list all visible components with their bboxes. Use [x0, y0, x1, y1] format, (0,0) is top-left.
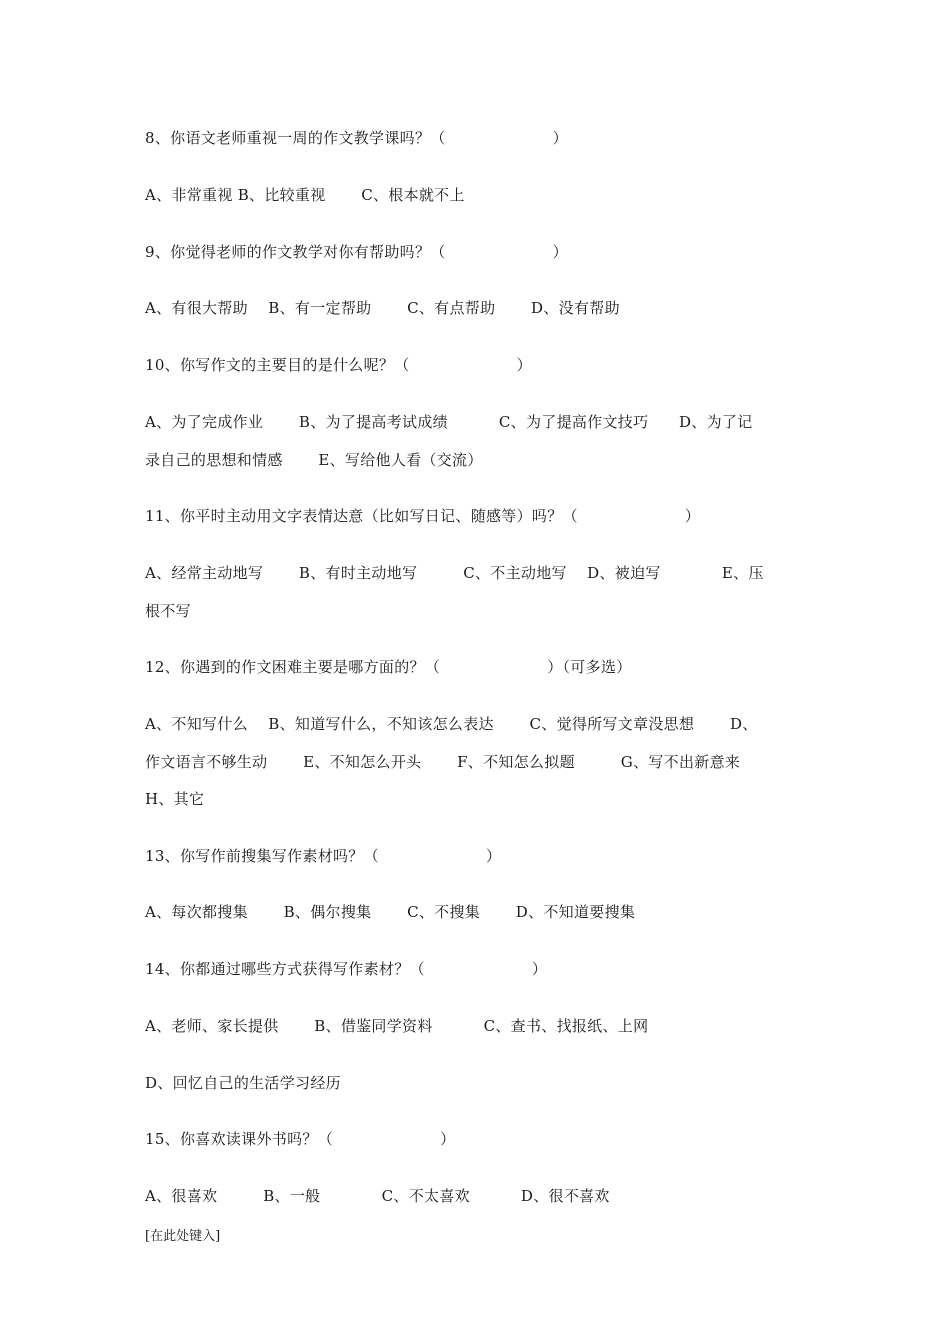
question-11: 11、你平时主动用文字表情达意（比如写日记、随感等）吗？（ ） — [145, 507, 701, 525]
options-10-line-1: A、为了完成作业 B、为了提高考试成绩 C、为了提高作文技巧 D、为了记 — [145, 413, 753, 431]
options-11-line-2: 根不写 — [145, 602, 191, 620]
question-9: 9、你觉得老师的作文教学对你有帮助吗？（ ） — [145, 243, 568, 261]
options-10-line-2: 录自己的思想和情感 E、写给他人看（交流） — [145, 451, 483, 469]
footer-placeholder[interactable]: [在此处键入] — [145, 1229, 221, 1244]
options-12-line-1: A、不知写什么 B、知道写什么，不知该怎么表达 C、觉得所写文章没思想 D、 — [145, 715, 758, 733]
options-12-line-2: 作文语言不够生动 E、不知怎么开头 F、不知怎么拟题 G、写不出新意来 — [145, 753, 741, 771]
question-13: 13、你写作前搜集写作素材吗？（ ） — [145, 847, 502, 865]
options-15: A、很喜欢 B、一般 C、不太喜欢 D、很不喜欢 — [145, 1187, 610, 1205]
options-14-line-1: A、老师、家长提供 B、借鉴同学资料 C、查书、找报纸、上网 — [145, 1017, 649, 1035]
question-12: 12、你遇到的作文困难主要是哪方面的？（ ）（可多选） — [145, 658, 632, 676]
options-12-line-3: H、其它 — [145, 790, 205, 808]
options-14-line-2: D、回忆自己的生活学习经历 — [145, 1074, 341, 1092]
options-8: A、非常重视 B、比较重视 C、根本就不上 — [145, 186, 465, 204]
question-8: 8、你语文老师重视一周的作文教学课吗？（ ） — [145, 129, 568, 147]
question-15: 15、你喜欢读课外书吗？（ ） — [145, 1130, 456, 1148]
question-10: 10、你写作文的主要目的是什么呢？（ ） — [145, 356, 532, 374]
options-13: A、每次都搜集 B、偶尔搜集 C、不搜集 D、不知道要搜集 — [145, 903, 636, 921]
question-14: 14、你都通过哪些方式获得写作素材？（ ） — [145, 960, 548, 978]
options-11-line-1: A、经常主动地写 B、有时主动地写 C、不主动地写 D、被迫写 E、压 — [145, 564, 764, 582]
options-9: A、有很大帮助 B、有一定帮助 C、有点帮助 D、没有帮助 — [145, 299, 620, 317]
